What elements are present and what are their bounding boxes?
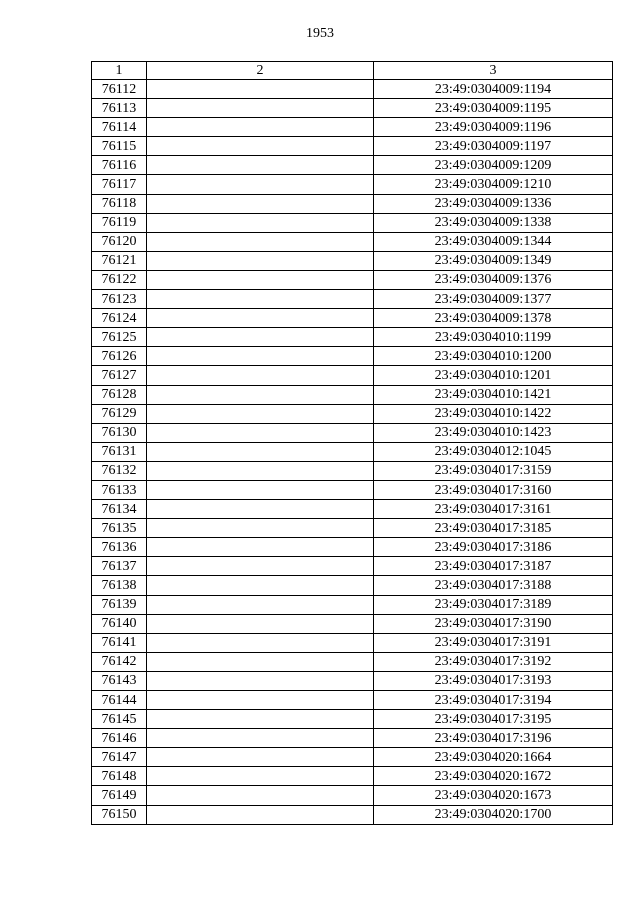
row-empty-cell bbox=[147, 194, 374, 213]
row-empty-cell bbox=[147, 576, 374, 595]
table-row bbox=[92, 461, 613, 480]
cadastral-number-cell: 23:49:0304017:3186 bbox=[374, 538, 613, 557]
row-number-cell: 76138 bbox=[92, 576, 147, 595]
row-empty-cell bbox=[147, 461, 374, 480]
row-empty-cell bbox=[147, 480, 374, 499]
row-empty-cell bbox=[147, 671, 374, 690]
row-empty-cell bbox=[147, 99, 374, 118]
table-row bbox=[92, 328, 613, 347]
table-row bbox=[92, 767, 613, 786]
row-empty-cell bbox=[147, 633, 374, 652]
cadastral-number-cell: 23:49:0304009:1338 bbox=[374, 213, 613, 232]
row-number-cell: 76139 bbox=[92, 595, 147, 614]
cadastral-number-cell: 23:49:0304009:1378 bbox=[374, 309, 613, 328]
cadastral-number-cell: 23:49:0304010:1422 bbox=[374, 404, 613, 423]
table-row bbox=[92, 595, 613, 614]
row-number-cell: 76116 bbox=[92, 156, 147, 175]
cadastral-number-cell: 23:49:0304009:1344 bbox=[374, 232, 613, 251]
cadastral-number-cell: 23:49:0304017:3159 bbox=[374, 461, 613, 480]
row-empty-cell bbox=[147, 595, 374, 614]
row-empty-cell bbox=[147, 557, 374, 576]
table-row bbox=[92, 290, 613, 309]
row-number-cell: 76145 bbox=[92, 710, 147, 729]
cadastral-number-cell: 23:49:0304009:1197 bbox=[374, 137, 613, 156]
cadastral-number-cell: 23:49:0304017:3194 bbox=[374, 691, 613, 710]
row-number-cell: 76118 bbox=[92, 194, 147, 213]
column-header-2: 2 bbox=[147, 62, 374, 80]
table-row bbox=[92, 80, 613, 99]
table-row bbox=[92, 366, 613, 385]
page-number: 1953 bbox=[306, 26, 334, 41]
table-row bbox=[92, 480, 613, 499]
row-number-cell: 76130 bbox=[92, 423, 147, 442]
table-row bbox=[92, 729, 613, 748]
row-empty-cell bbox=[147, 748, 374, 767]
row-number-cell: 76131 bbox=[92, 442, 147, 461]
row-number-cell: 76115 bbox=[92, 137, 147, 156]
row-empty-cell bbox=[147, 767, 374, 786]
cadastral-number-cell: 23:49:0304020:1673 bbox=[374, 786, 613, 805]
row-empty-cell bbox=[147, 519, 374, 538]
row-empty-cell bbox=[147, 366, 374, 385]
row-empty-cell bbox=[147, 347, 374, 366]
cadastral-number-cell: 23:49:0304012:1045 bbox=[374, 442, 613, 461]
table-row bbox=[92, 748, 613, 767]
cadastral-number-cell: 23:49:0304017:3189 bbox=[374, 595, 613, 614]
cadastral-number-cell: 23:49:0304009:1196 bbox=[374, 118, 613, 137]
cadastral-number-cell: 23:49:0304010:1423 bbox=[374, 423, 613, 442]
row-number-cell: 76129 bbox=[92, 404, 147, 423]
cadastral-number-cell: 23:49:0304017:3190 bbox=[374, 614, 613, 633]
row-empty-cell bbox=[147, 80, 374, 99]
table-row bbox=[92, 213, 613, 232]
cadastral-number-cell: 23:49:0304009:1349 bbox=[374, 251, 613, 270]
row-number-cell: 76124 bbox=[92, 309, 147, 328]
row-number-cell: 76133 bbox=[92, 480, 147, 499]
row-number-cell: 76150 bbox=[92, 805, 147, 824]
table-header-row bbox=[92, 62, 613, 80]
row-empty-cell bbox=[147, 538, 374, 557]
row-number-cell: 76112 bbox=[92, 80, 147, 99]
row-number-cell: 76125 bbox=[92, 328, 147, 347]
cadastral-number-cell: 23:49:0304017:3185 bbox=[374, 519, 613, 538]
row-number-cell: 76137 bbox=[92, 557, 147, 576]
table-row bbox=[92, 538, 613, 557]
row-number-cell: 76132 bbox=[92, 461, 147, 480]
row-number-cell: 76126 bbox=[92, 347, 147, 366]
cadastral-number-cell: 23:49:0304017:3195 bbox=[374, 710, 613, 729]
row-empty-cell bbox=[147, 175, 374, 194]
row-empty-cell bbox=[147, 652, 374, 671]
cadastral-number-cell: 23:49:0304010:1201 bbox=[374, 366, 613, 385]
cadastral-number-cell: 23:49:0304009:1376 bbox=[374, 270, 613, 289]
table-row bbox=[92, 270, 613, 289]
row-number-cell: 76121 bbox=[92, 251, 147, 270]
row-empty-cell bbox=[147, 500, 374, 519]
cadastral-number-cell: 23:49:0304010:1199 bbox=[374, 328, 613, 347]
row-number-cell: 76119 bbox=[92, 213, 147, 232]
row-empty-cell bbox=[147, 290, 374, 309]
row-empty-cell bbox=[147, 385, 374, 404]
row-number-cell: 76136 bbox=[92, 538, 147, 557]
row-empty-cell bbox=[147, 118, 374, 137]
cadastral-number-cell: 23:49:0304009:1377 bbox=[374, 290, 613, 309]
cadastral-number-cell: 23:49:0304009:1336 bbox=[374, 194, 613, 213]
table-row bbox=[92, 805, 613, 824]
cadastral-number-cell: 23:49:0304017:3161 bbox=[374, 500, 613, 519]
cadastral-number-cell: 23:49:0304009:1209 bbox=[374, 156, 613, 175]
cadastral-number-cell: 23:49:0304017:3187 bbox=[374, 557, 613, 576]
table-row bbox=[92, 99, 613, 118]
row-empty-cell bbox=[147, 232, 374, 251]
row-empty-cell bbox=[147, 251, 374, 270]
cadastral-number-cell: 23:49:0304010:1200 bbox=[374, 347, 613, 366]
row-empty-cell bbox=[147, 805, 374, 824]
cadastral-number-cell: 23:49:0304020:1672 bbox=[374, 767, 613, 786]
table-row bbox=[92, 194, 613, 213]
row-empty-cell bbox=[147, 423, 374, 442]
table-row bbox=[92, 118, 613, 137]
row-number-cell: 76117 bbox=[92, 175, 147, 194]
row-number-cell: 76141 bbox=[92, 633, 147, 652]
row-empty-cell bbox=[147, 404, 374, 423]
row-number-cell: 76134 bbox=[92, 500, 147, 519]
row-number-cell: 76113 bbox=[92, 99, 147, 118]
table-row bbox=[92, 251, 613, 270]
cadastral-number-cell: 23:49:0304009:1194 bbox=[374, 80, 613, 99]
row-number-cell: 76146 bbox=[92, 729, 147, 748]
row-number-cell: 76135 bbox=[92, 519, 147, 538]
table-row bbox=[92, 175, 613, 194]
row-empty-cell bbox=[147, 309, 374, 328]
table-row bbox=[92, 385, 613, 404]
table-row bbox=[92, 710, 613, 729]
cadastral-number-cell: 23:49:0304017:3191 bbox=[374, 633, 613, 652]
row-empty-cell bbox=[147, 786, 374, 805]
cadastral-number-cell: 23:49:0304020:1664 bbox=[374, 748, 613, 767]
row-number-cell: 76149 bbox=[92, 786, 147, 805]
row-number-cell: 76147 bbox=[92, 748, 147, 767]
table-row bbox=[92, 423, 613, 442]
table-row bbox=[92, 557, 613, 576]
table-body bbox=[92, 80, 613, 825]
cadastral-number-cell: 23:49:0304017:3192 bbox=[374, 652, 613, 671]
row-number-cell: 76144 bbox=[92, 691, 147, 710]
row-empty-cell bbox=[147, 270, 374, 289]
cadastral-number-cell: 23:49:0304009:1195 bbox=[374, 99, 613, 118]
table-row bbox=[92, 442, 613, 461]
row-number-cell: 76140 bbox=[92, 614, 147, 633]
table-row bbox=[92, 137, 613, 156]
table-row bbox=[92, 633, 613, 652]
cadastral-number-cell: 23:49:0304017:3160 bbox=[374, 480, 613, 499]
row-empty-cell bbox=[147, 729, 374, 748]
table-row bbox=[92, 156, 613, 175]
table-row bbox=[92, 404, 613, 423]
cadastral-number-cell: 23:49:0304010:1421 bbox=[374, 385, 613, 404]
row-number-cell: 76120 bbox=[92, 232, 147, 251]
table-row bbox=[92, 519, 613, 538]
cadastral-number-cell: 23:49:0304017:3193 bbox=[374, 671, 613, 690]
table-row bbox=[92, 614, 613, 633]
table-row bbox=[92, 786, 613, 805]
cadastral-number-cell: 23:49:0304020:1700 bbox=[374, 805, 613, 824]
table-row bbox=[92, 309, 613, 328]
table-row bbox=[92, 500, 613, 519]
row-empty-cell bbox=[147, 614, 374, 633]
row-empty-cell bbox=[147, 156, 374, 175]
data-table bbox=[91, 61, 613, 825]
row-empty-cell bbox=[147, 710, 374, 729]
row-empty-cell bbox=[147, 137, 374, 156]
row-empty-cell bbox=[147, 328, 374, 347]
table-row bbox=[92, 576, 613, 595]
row-empty-cell bbox=[147, 213, 374, 232]
row-number-cell: 76148 bbox=[92, 767, 147, 786]
cadastral-number-cell: 23:49:0304017:3188 bbox=[374, 576, 613, 595]
column-header-1: 1 bbox=[92, 62, 147, 80]
row-number-cell: 76123 bbox=[92, 290, 147, 309]
column-header-3: 3 bbox=[374, 62, 613, 80]
row-number-cell: 76127 bbox=[92, 366, 147, 385]
row-number-cell: 76128 bbox=[92, 385, 147, 404]
row-number-cell: 76122 bbox=[92, 270, 147, 289]
table-row bbox=[92, 347, 613, 366]
row-number-cell: 76143 bbox=[92, 671, 147, 690]
cadastral-number-cell: 23:49:0304009:1210 bbox=[374, 175, 613, 194]
row-number-cell: 76142 bbox=[92, 652, 147, 671]
row-empty-cell bbox=[147, 442, 374, 461]
table-row bbox=[92, 232, 613, 251]
table-row bbox=[92, 671, 613, 690]
cadastral-number-cell: 23:49:0304017:3196 bbox=[374, 729, 613, 748]
table-row bbox=[92, 652, 613, 671]
row-number-cell: 76114 bbox=[92, 118, 147, 137]
row-empty-cell bbox=[147, 691, 374, 710]
table-row bbox=[92, 691, 613, 710]
